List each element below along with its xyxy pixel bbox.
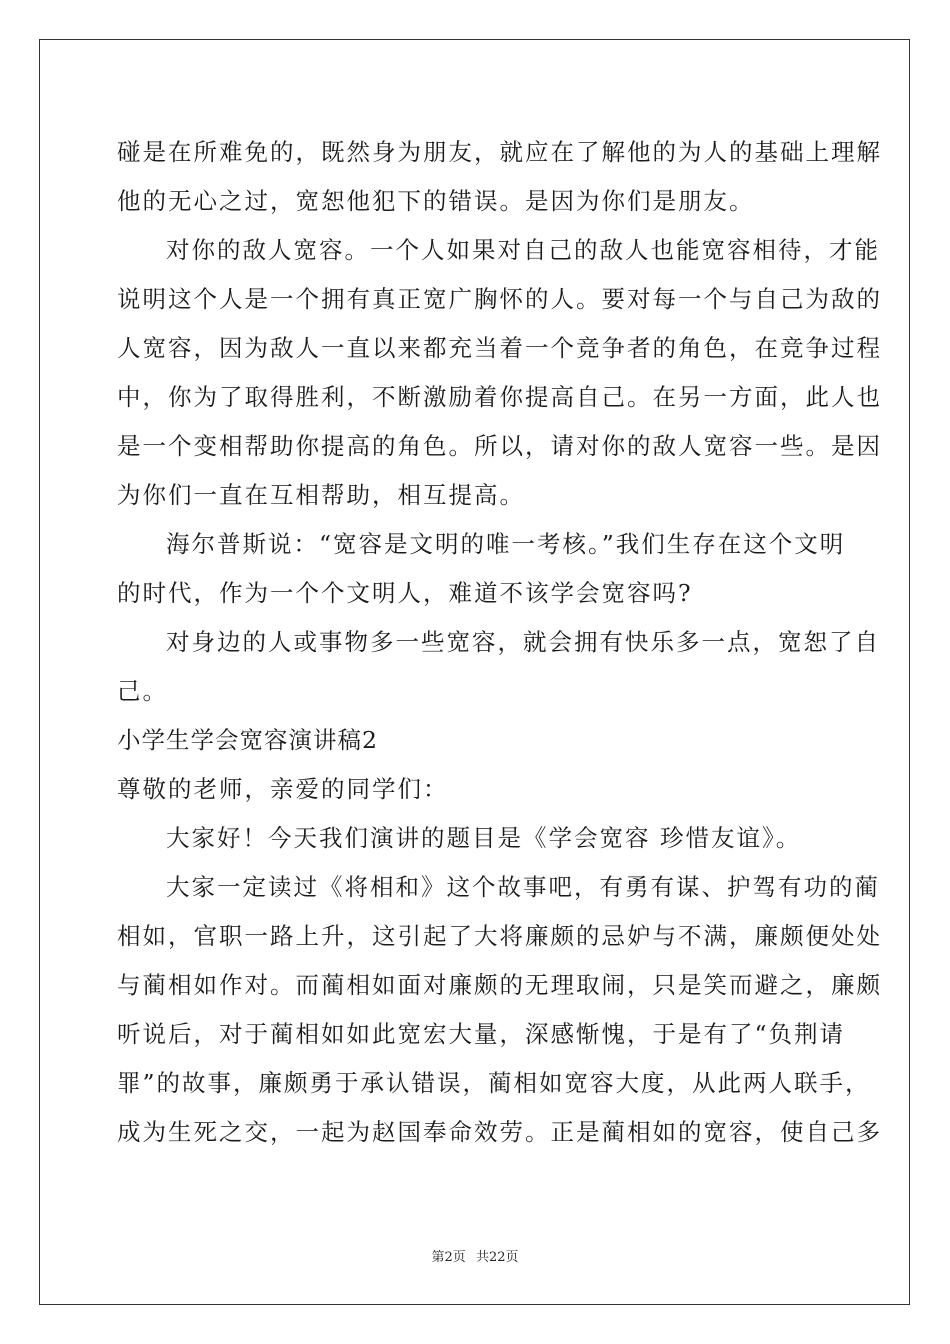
paragraph-line: 听说后，对于蔺相如如此宽宏大量，深感惭愧，于是有了“负荆请 (117, 1020, 846, 1048)
paragraph-line: 己。 (117, 677, 168, 705)
paragraph-line: 的时代，作为一个个文明人，难道不该学会宽容吗? (117, 579, 693, 607)
paragraph-line: 海尔普斯说：“宽容是文明的唯一考核。”我们生存在这个文明 (166, 530, 846, 558)
page-footer (0, 1246, 950, 1265)
page-total: 共22页 (475, 1250, 519, 1265)
paragraph-line: 大家好！今天我们演讲的题目是《学会宽容 珍惜友谊》。 (166, 824, 802, 852)
paragraph-line: 他的无心之过，宽恕他犯下的错误。是因为你们是朋友。 (117, 187, 755, 215)
paragraph-line: 对你的敌人宽容。一个人如果对自己的敌人也能宽容相待，才能 (166, 236, 880, 264)
paragraph-line: 相如，官职一路上升，这引起了大将廉颇的忌妒与不满，廉颇便处处 (117, 922, 882, 950)
paragraph-line: 罪”的故事，廉颇勇于承认错误，蔺相如宽容大度，从此两人联手， (117, 1069, 871, 1097)
paragraph-line: 尊敬的老师，亲爱的同学们： (117, 775, 449, 803)
paragraph-line: 说明这个人是一个拥有真正宽广胸怀的人。要对每一个与自己为敌的 (117, 285, 882, 313)
paragraph-line: 成为生死之交，一起为赵国奉命效劳。正是蔺相如的宽容，使自己多 (117, 1118, 882, 1146)
paragraph-line: 与蔺相如作对。而蔺相如面对廉颇的无理取闹，只是笑而避之，廉颇 (117, 971, 882, 999)
paragraph-line: 中，你为了取得胜利，不断激励着你提高自己。在另一方面，此人也 (117, 383, 882, 411)
document-body (117, 128, 882, 1157)
section-heading: 小学生学会宽容演讲稿2 (117, 726, 378, 754)
paragraph-line: 碰是在所难免的，既然身为朋友，就应在了解他的为人的基础上理解 (117, 138, 882, 166)
paragraph-line: 是一个变相帮助你提高的角色。所以，请对你的敌人宽容一些。是因 (117, 432, 882, 460)
paragraph-line: 为你们一直在互相帮助，相互提高。 (117, 481, 525, 509)
page-number: 第2页 (431, 1250, 466, 1265)
paragraph-line: 对身边的人或事物多一些宽容，就会拥有快乐多一点，宽恕了自 (166, 628, 880, 656)
paragraph-line: 人宽容，因为敌人一直以来都充当着一个竞争者的角色，在竞争过程 (117, 334, 882, 362)
paragraph-line: 大家一定读过《将相和》这个故事吧，有勇有谋、护驾有功的蔺 (166, 873, 880, 901)
